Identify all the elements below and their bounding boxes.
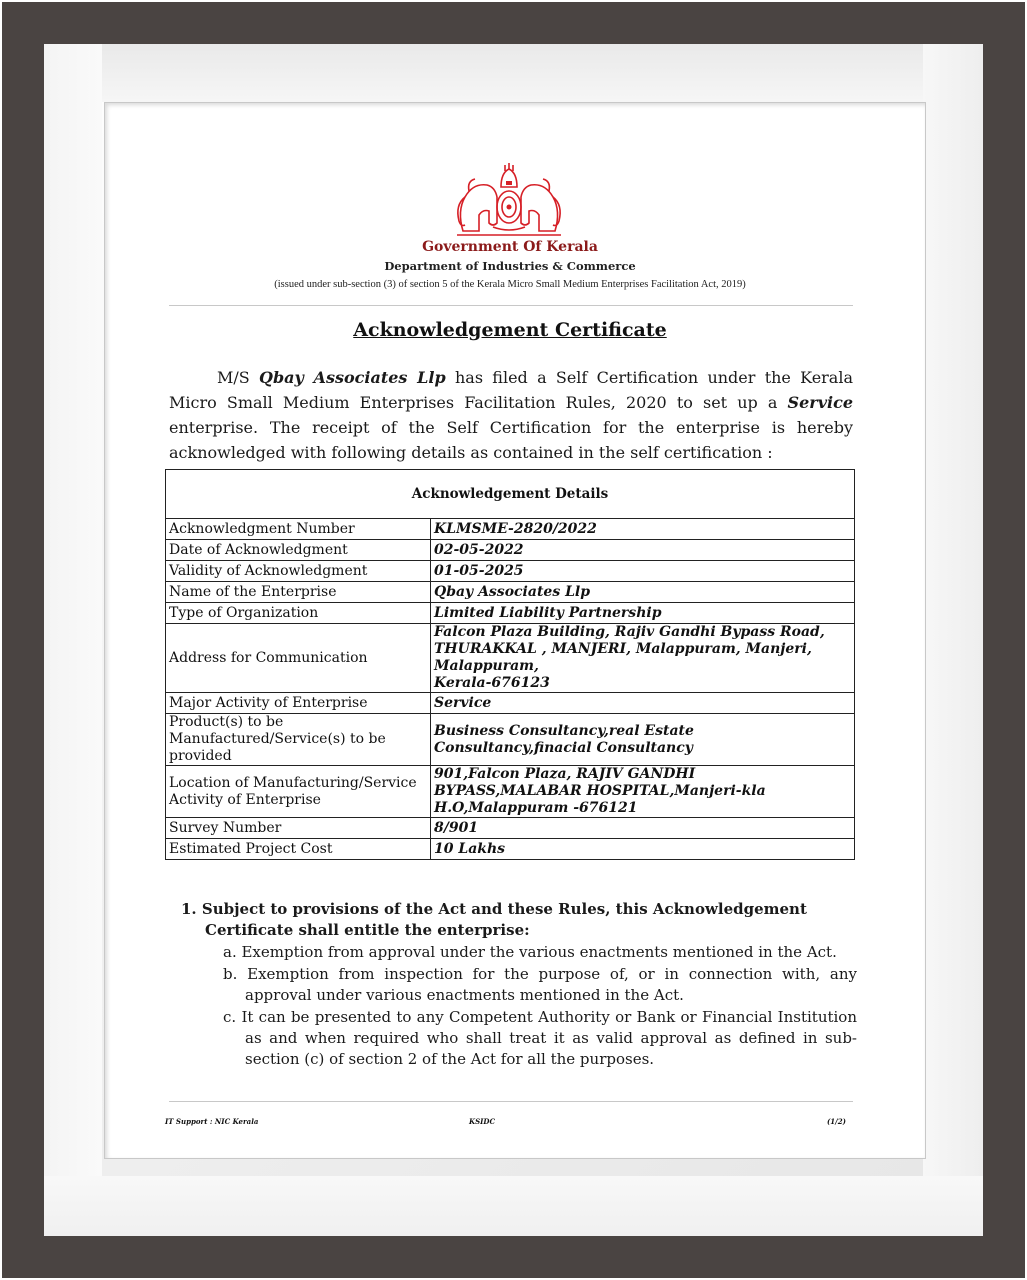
certificate-title: Acknowledgement Certificate — [353, 319, 667, 341]
label-line: Product(s) to be — [169, 714, 284, 730]
table-row — [166, 540, 855, 561]
footer-it-support: IT Support : NIC Kerala — [165, 1117, 259, 1126]
row-value: Qbay Associates Llp — [431, 582, 855, 603]
table-row — [166, 624, 855, 693]
row-value — [431, 714, 855, 766]
table-header-row — [166, 470, 855, 519]
entitlement-item-a: a. Exemption from approval under the various enactments mentioned in the Act. — [223, 943, 837, 961]
label-line: Manufactured/Service(s) to be — [169, 731, 386, 747]
intro-text-2: enterprise. The receipt of the Self Certification for the enterprise is hereby acknowledged with following details as contained in the self certification : — [169, 418, 853, 462]
row-label: Name of the Enterprise — [166, 582, 431, 603]
entitlements-list — [181, 899, 857, 1070]
address-line: THURAKKAL , MANJERI, Malappuram, Manjeri, — [434, 641, 812, 657]
label-line: Location of Manufacturing/Service — [169, 774, 417, 791]
kerala-state-emblem-icon — [449, 161, 569, 241]
intro-prefix: M/S — [217, 368, 260, 387]
table-heading: Acknowledgement Details — [166, 470, 855, 519]
row-label: Type of Organization — [166, 603, 431, 624]
table-row — [166, 714, 855, 766]
issued-under-note: (issued under sub-section (3) of section 5 of the Kerala Micro Small Medium Enterprises Facilitation Act, 2019) — [274, 279, 746, 290]
value-line: H.O,Malappuram -676121 — [434, 800, 638, 816]
acknowledgement-details-table — [165, 469, 855, 860]
value-line: Consultancy,finacial Consultancy — [434, 739, 693, 756]
row-label: Acknowledgment Number — [166, 519, 431, 540]
row-label — [166, 714, 431, 766]
table-row — [166, 839, 855, 860]
label-line: Activity of Enterprise — [169, 791, 321, 808]
row-label: Survey Number — [166, 818, 431, 839]
intro-enterprise-name: Qbay Associates Llp — [259, 368, 446, 387]
table-row — [166, 766, 855, 818]
row-label: Date of Acknowledgment — [166, 540, 431, 561]
label-line: provided — [169, 748, 232, 764]
mat-bevel-top — [44, 44, 983, 102]
intro-text-1: has filed a Self Certification under the Kerala Micro Small Medium Enterprises Facilitation Rules, 2020 to set up a — [169, 368, 854, 412]
department-title: Department of Industries & Commerce — [384, 259, 636, 273]
row-value: KLMSME-2820/2022 — [431, 519, 855, 540]
address-line: Kerala-676123 — [434, 675, 550, 691]
row-label: Major Activity of Enterprise — [166, 693, 431, 714]
row-value: 01-05-2025 — [431, 561, 855, 582]
entitlement-item-c: c. It can be presented to any Competent Authority or Bank or Financial Institution as and when required who shall treat it as valid approval as defined in sub-section (c) of section 2 of the Act for all the purposes. — [223, 1008, 857, 1068]
row-value: Limited Liability Partnership — [431, 603, 855, 624]
row-value: 8/901 — [431, 818, 855, 839]
address-line: Malappuram, — [434, 658, 539, 674]
mat-bevel-left — [44, 44, 102, 1235]
footer-divider — [169, 1101, 853, 1102]
value-line: 901,Falcon Plaza, RAJIV GANDHI — [434, 766, 696, 782]
intro-activity: Service — [787, 393, 853, 412]
table-row — [166, 519, 855, 540]
row-value — [431, 766, 855, 818]
table-row — [166, 818, 855, 839]
row-label: Address for Communication — [166, 624, 431, 693]
entitlement-heading: 1. Subject to provisions of the Act and these Rules, this Acknowledgement Certificate shall entitle the enterprise: — [181, 900, 807, 939]
row-value — [431, 624, 855, 693]
certificate-page — [104, 102, 926, 1159]
header-divider — [169, 305, 853, 306]
row-value: 02-05-2022 — [431, 540, 855, 561]
row-value: 10 Lakhs — [431, 839, 855, 860]
value-line: BYPASS,MALABAR HOSPITAL,Manjeri-kla — [434, 783, 766, 799]
value-line: Business Consultancy,real Estate — [434, 722, 694, 739]
mat-bevel-right — [923, 44, 983, 1235]
row-label — [166, 766, 431, 818]
entitlement-item-b: b. Exemption from inspection for the purpose of, or in connection with, any approval under various enactments mentioned in the Act. — [223, 965, 857, 1004]
table-row — [166, 693, 855, 714]
intro-paragraph — [169, 365, 853, 465]
table-row — [166, 603, 855, 624]
mat-bevel-bottom — [44, 1176, 983, 1236]
footer-page-number: (1/2) — [827, 1117, 846, 1126]
table-row — [166, 582, 855, 603]
row-label: Estimated Project Cost — [166, 839, 431, 860]
row-value: Service — [431, 693, 855, 714]
row-label: Validity of Acknowledgment — [166, 561, 431, 582]
address-line: Falcon Plaza Building, Rajiv Gandhi Bypass Road, — [434, 624, 825, 640]
table-row — [166, 561, 855, 582]
footer-center: KSIDC — [469, 1117, 496, 1126]
government-title: Government Of Kerala — [422, 239, 598, 255]
